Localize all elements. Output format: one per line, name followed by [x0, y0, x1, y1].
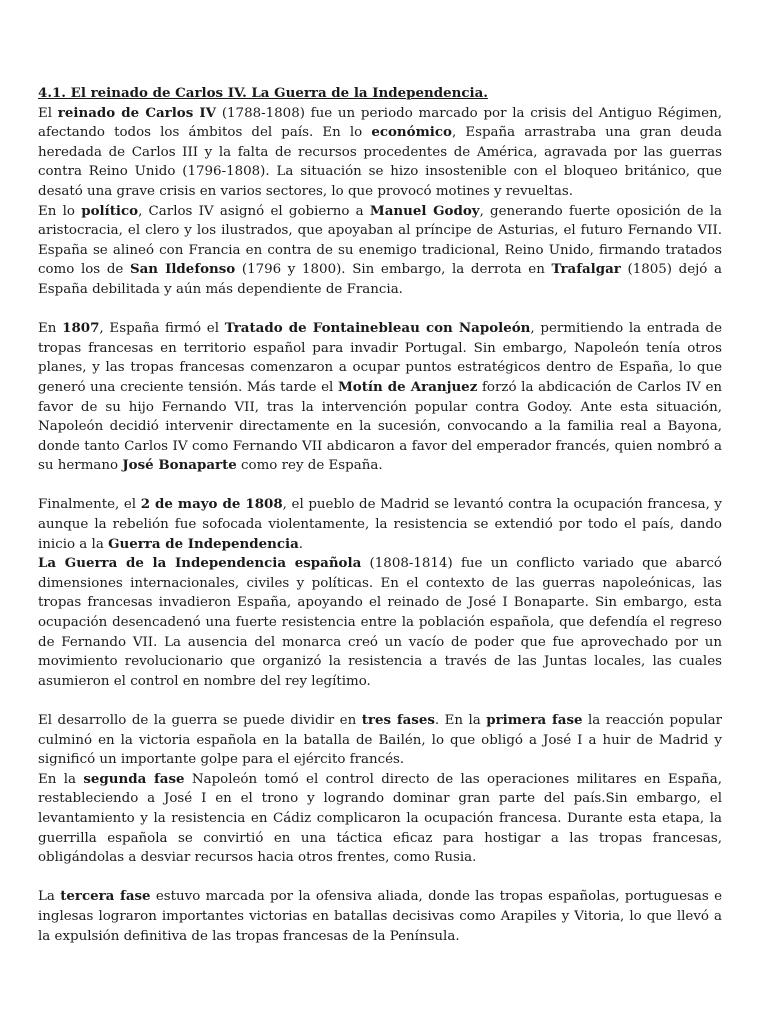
paragraph-gap: [38, 476, 722, 496]
text-run: El: [38, 105, 58, 121]
text-run: La: [38, 889, 61, 905]
text-run: En la: [38, 771, 84, 787]
section-title: 4.1. El reinado de Carlos IV. La Guerra de la Independencia.: [38, 85, 488, 101]
bold-term: reinado de Carlos IV: [57, 104, 217, 121]
bold-term: 2 de mayo de 1808: [140, 496, 283, 513]
bold-term: Guerra de Independencia: [108, 535, 299, 552]
text-run: como rey de España.: [236, 458, 383, 474]
text-run: . En la: [434, 713, 487, 728]
bold-term: 1807: [62, 320, 100, 337]
text-run: estuvo marcada por la ofensiva aliada, donde las tropas españolas, portuguesas e inglesas lograron importantes victorias en batallas decisivas como Arapiles y Vitoria, lo que llevó a la expulsión definitiva de las tropas francesas de la Península.: [38, 889, 723, 944]
paragraph-politico: [38, 202, 722, 300]
bold-term: tercera fase: [60, 888, 151, 905]
bold-term: San Ildefonso: [129, 261, 236, 278]
paragraph-dos-de-mayo: [38, 495, 722, 554]
text-run: Finalmente, el: [38, 497, 141, 513]
bold-term: primera fase: [486, 712, 583, 728]
text-run: En: [38, 321, 63, 337]
text-run: , permitiendo la entrada de tropas francesas en territorio español para invadir Portugal. Sin embargo, Napoleón tenía otros planes, y las tropas francesas comenzaron a ocupar puntos estratégicos dentro de España, lo que generó una creciente tensión. Más tarde el: [38, 321, 722, 395]
text-run: Napoleón tomó el control directo de las operaciones militares en España, restableciendo a José I en el trono y logrando dominar gran parte del país.Sin embargo, el levantamiento y la resistencia en Cádiz complicaron la ocupación francesa. Durante esta etapa, la guerrilla española se convirtió en una táctica eficaz para hostigar a las tropas francesas, obligándolas a desviar recursos hacia otros frentes, como Rusia.: [38, 771, 722, 866]
bold-term: José Bonaparte: [122, 457, 237, 474]
paragraph-fontainebleau: [38, 319, 722, 476]
paragraph-gap: [38, 868, 722, 888]
text-run: , el pueblo de Madrid se levantó contra la ocupación francesa, y aunque la rebelión fue sofocada violentamente, la resistencia se extendió por todo el país, dando inicio a la: [38, 497, 722, 552]
bold-term: Motín de Aranjuez: [337, 378, 478, 395]
text-run: la reacción popular culminó en la victoria española en la batalla de Bailén, lo que obligó a José I a huir de Madrid y significó un importante golpe para el ejército francés.: [38, 713, 722, 768]
text-run: (1788-1808) fue un periodo marcado por la crisis del Antiguo Régimen, afectando todos los ámbitos del país. En lo: [38, 105, 722, 141]
text-run: (1808-1814) fue un conflicto variado que abarcó dimensiones internacionales, civiles y políticas. En el contexto de las guerras napoleónicas, las tropas francesas invadieron España, apoyando el reinado de José I Bonaparte. Sin embargo, esta ocupación desencadenó una fuerte resistencia entre la población española, que defendía el regreso de Fernando VII. La ausencia del monarca creó un vacío de poder que fue aprovechado por un movimiento revolucionario que organizó la resistencia a través de las Juntas locales, las cuales asumieron el control en nombre del rey legítimo.: [38, 556, 722, 689]
paragraph-tres-fases: [38, 711, 722, 770]
bold-term: Manuel Godoy: [369, 202, 480, 219]
text-run: , España arrastraba una gran deuda heredada de Carlos III y la falta de recursos procedentes de América, agravada por las guerras contra Reino Unido (1796-1808). La situación se hizo insostenible con el bloqueo británico, que desató una grave crisis en varios sectores, lo que provocó motines y revueltas.: [38, 125, 722, 199]
bold-term: tres fases: [361, 712, 435, 728]
text-run: .: [298, 536, 304, 552]
bold-term: económico: [371, 124, 452, 141]
text-run: , España firmó el: [99, 321, 225, 337]
paragraph-guerra: [38, 554, 722, 691]
bold-term: Tratado de Fontainebleau con Napoleón: [224, 320, 531, 337]
bold-term: segunda fase: [83, 770, 185, 787]
text-run: , Carlos IV asignó el gobierno a: [138, 203, 370, 219]
paragraph-reinado: [38, 104, 722, 202]
bold-term: La Guerra de la Independencia española: [38, 555, 362, 572]
paragraph-gap: [38, 691, 722, 711]
bold-term: Trafalgar: [551, 261, 621, 278]
bold-term: político: [81, 202, 139, 219]
document-page: [38, 84, 722, 946]
text-run: En lo: [38, 203, 82, 219]
text-run: , generando fuerte oposición de la aristocracia, el clero y los ilustrados, que apoyaban al príncipe de Asturias, el futuro Fernando VII. España se alineó con Francia en contra de su enemigo tradicional, Reino Unido, firmando tratados como los de: [38, 203, 722, 278]
text-run: forzó la abdicación de Carlos IV en favor de su hijo Fernando VII, tras la intervención popular contra Godoy. Ante esta situación, Napoleón decidió intervenir directamente en la sucesión, convocando a la familia real a Bayona, donde tanto Carlos IV como Fernando VII abdicaron a favor del emperador francés, quien nombró a su hermano: [38, 379, 723, 474]
text-run: (1805) dejó a España debilitada y aún más dependiente de Francia.: [38, 262, 722, 297]
paragraph-segunda-fase: [38, 770, 722, 868]
paragraph-gap: [38, 300, 722, 320]
paragraph-tercera-fase: [38, 887, 722, 946]
text-run: El desarrollo de la guerra se puede dividir en: [38, 713, 362, 728]
text-run: (1796 y 1800). Sin embargo, la derrota en: [235, 262, 552, 278]
